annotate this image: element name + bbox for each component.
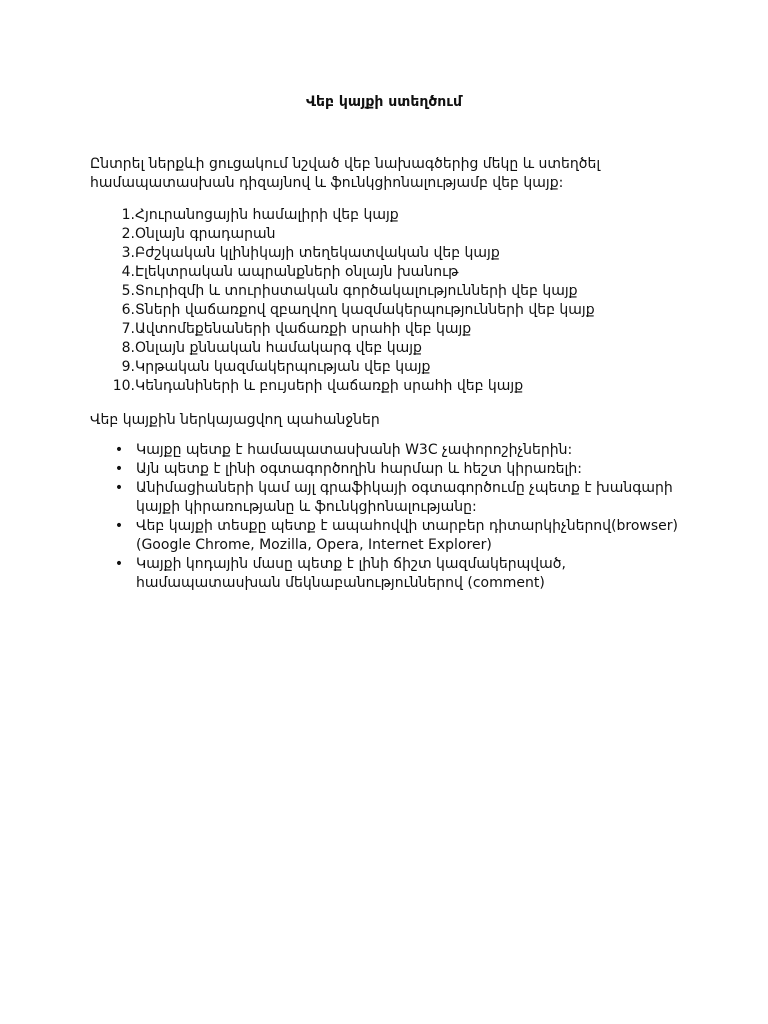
bullet-icon: • xyxy=(114,480,124,496)
list-item-text: Անիմացիաների կամ այլ գրաֆիկայի օգտագործումը չպետք է խանգարի կայքի կիրառությանը և ֆունկցիոնալությանը: xyxy=(136,480,673,515)
list-item xyxy=(90,244,595,263)
list-item xyxy=(90,320,595,339)
list-item xyxy=(90,282,595,301)
list-item xyxy=(90,479,690,517)
list-item xyxy=(90,441,690,460)
bullet-icon: • xyxy=(114,556,124,572)
list-item-text: Վեբ կայքի տեսքը պետք է ապահովվի տարբեր դիտարկիչներով(browser) (Google Chrome, Mozilla, Opera, Internet Explorer) xyxy=(136,518,678,553)
list-item-text: Տների վաճառքով զբաղվող կազմակերպությունների վեբ կայք xyxy=(135,302,595,318)
requirements-list xyxy=(90,441,690,593)
list-item xyxy=(90,377,595,396)
list-item-text: Էլեկտրական ապրանքների օնլայն խանութ xyxy=(135,264,459,280)
list-item-text: Կայքը պետք է համապատասխանի W3C չափորոշիչներին: xyxy=(136,442,573,458)
intro-paragraph: Ընտրել ներքևի ցուցակում նշված վեբ նախագծերից մեկը և ստեղծել համապատասխան դիզայնով և ֆունկցիոնալությամբ վեբ կայք: xyxy=(90,156,601,191)
list-item-text: Կենդանիների և բույսերի վաճառքի սրահի վեբ կայք xyxy=(135,378,524,394)
list-item xyxy=(90,263,595,282)
list-item xyxy=(90,517,690,555)
list-number: 6. xyxy=(121,302,135,318)
project-list xyxy=(90,206,595,396)
list-number: 10. xyxy=(112,378,135,394)
list-number: 8. xyxy=(121,340,135,356)
list-item xyxy=(90,339,595,358)
list-item xyxy=(90,460,690,479)
bullet-icon: • xyxy=(114,442,124,458)
list-item-text: Տուրիզմի և տուրիստական գործակալությունների վեբ կայք xyxy=(135,283,578,299)
page-title: Վեբ կայքի ստեղծում xyxy=(306,94,462,110)
list-number: 3. xyxy=(121,245,135,261)
list-item xyxy=(90,206,595,225)
list-number: 1. xyxy=(121,207,135,223)
requirements-heading: Վեբ կայքին ներկայացվող պահանջներ xyxy=(90,412,380,428)
list-item-text: Հյուրանոցային համալիրի վեբ կայք xyxy=(135,207,399,223)
list-number: 9. xyxy=(121,359,135,375)
list-item xyxy=(90,301,595,320)
list-number: 2. xyxy=(121,226,135,242)
list-item-text: Օնլայն քննական համակարգ վեբ կայք xyxy=(135,340,422,356)
list-item-text: Օնլայն գրադարան xyxy=(135,226,276,242)
list-item-text: Կայքի կոդային մասը պետք է լինի ճիշտ կազմակերպված, համապատասխան մեկնաբանություններով (comment) xyxy=(136,556,566,591)
list-item-text: Կրթական կազմակերպության վեբ կայք xyxy=(135,359,431,375)
bullet-icon: • xyxy=(114,461,124,477)
list-number: 7. xyxy=(121,321,135,337)
list-number: 4. xyxy=(121,264,135,280)
list-number: 5. xyxy=(121,283,135,299)
list-item-text: Այն պետք է լինի օգտագործողին հարմար և հեշտ կիրառելի: xyxy=(136,461,582,477)
list-item xyxy=(90,358,595,377)
list-item-text: Ավտոմեքենաների վաճառքի սրահի վեբ կայք xyxy=(135,321,472,337)
list-item xyxy=(90,225,595,244)
bullet-icon: • xyxy=(114,518,124,534)
list-item-text: Բժշկական կլինիկայի տեղեկատվական վեբ կայք xyxy=(135,245,500,261)
list-item xyxy=(90,555,690,593)
